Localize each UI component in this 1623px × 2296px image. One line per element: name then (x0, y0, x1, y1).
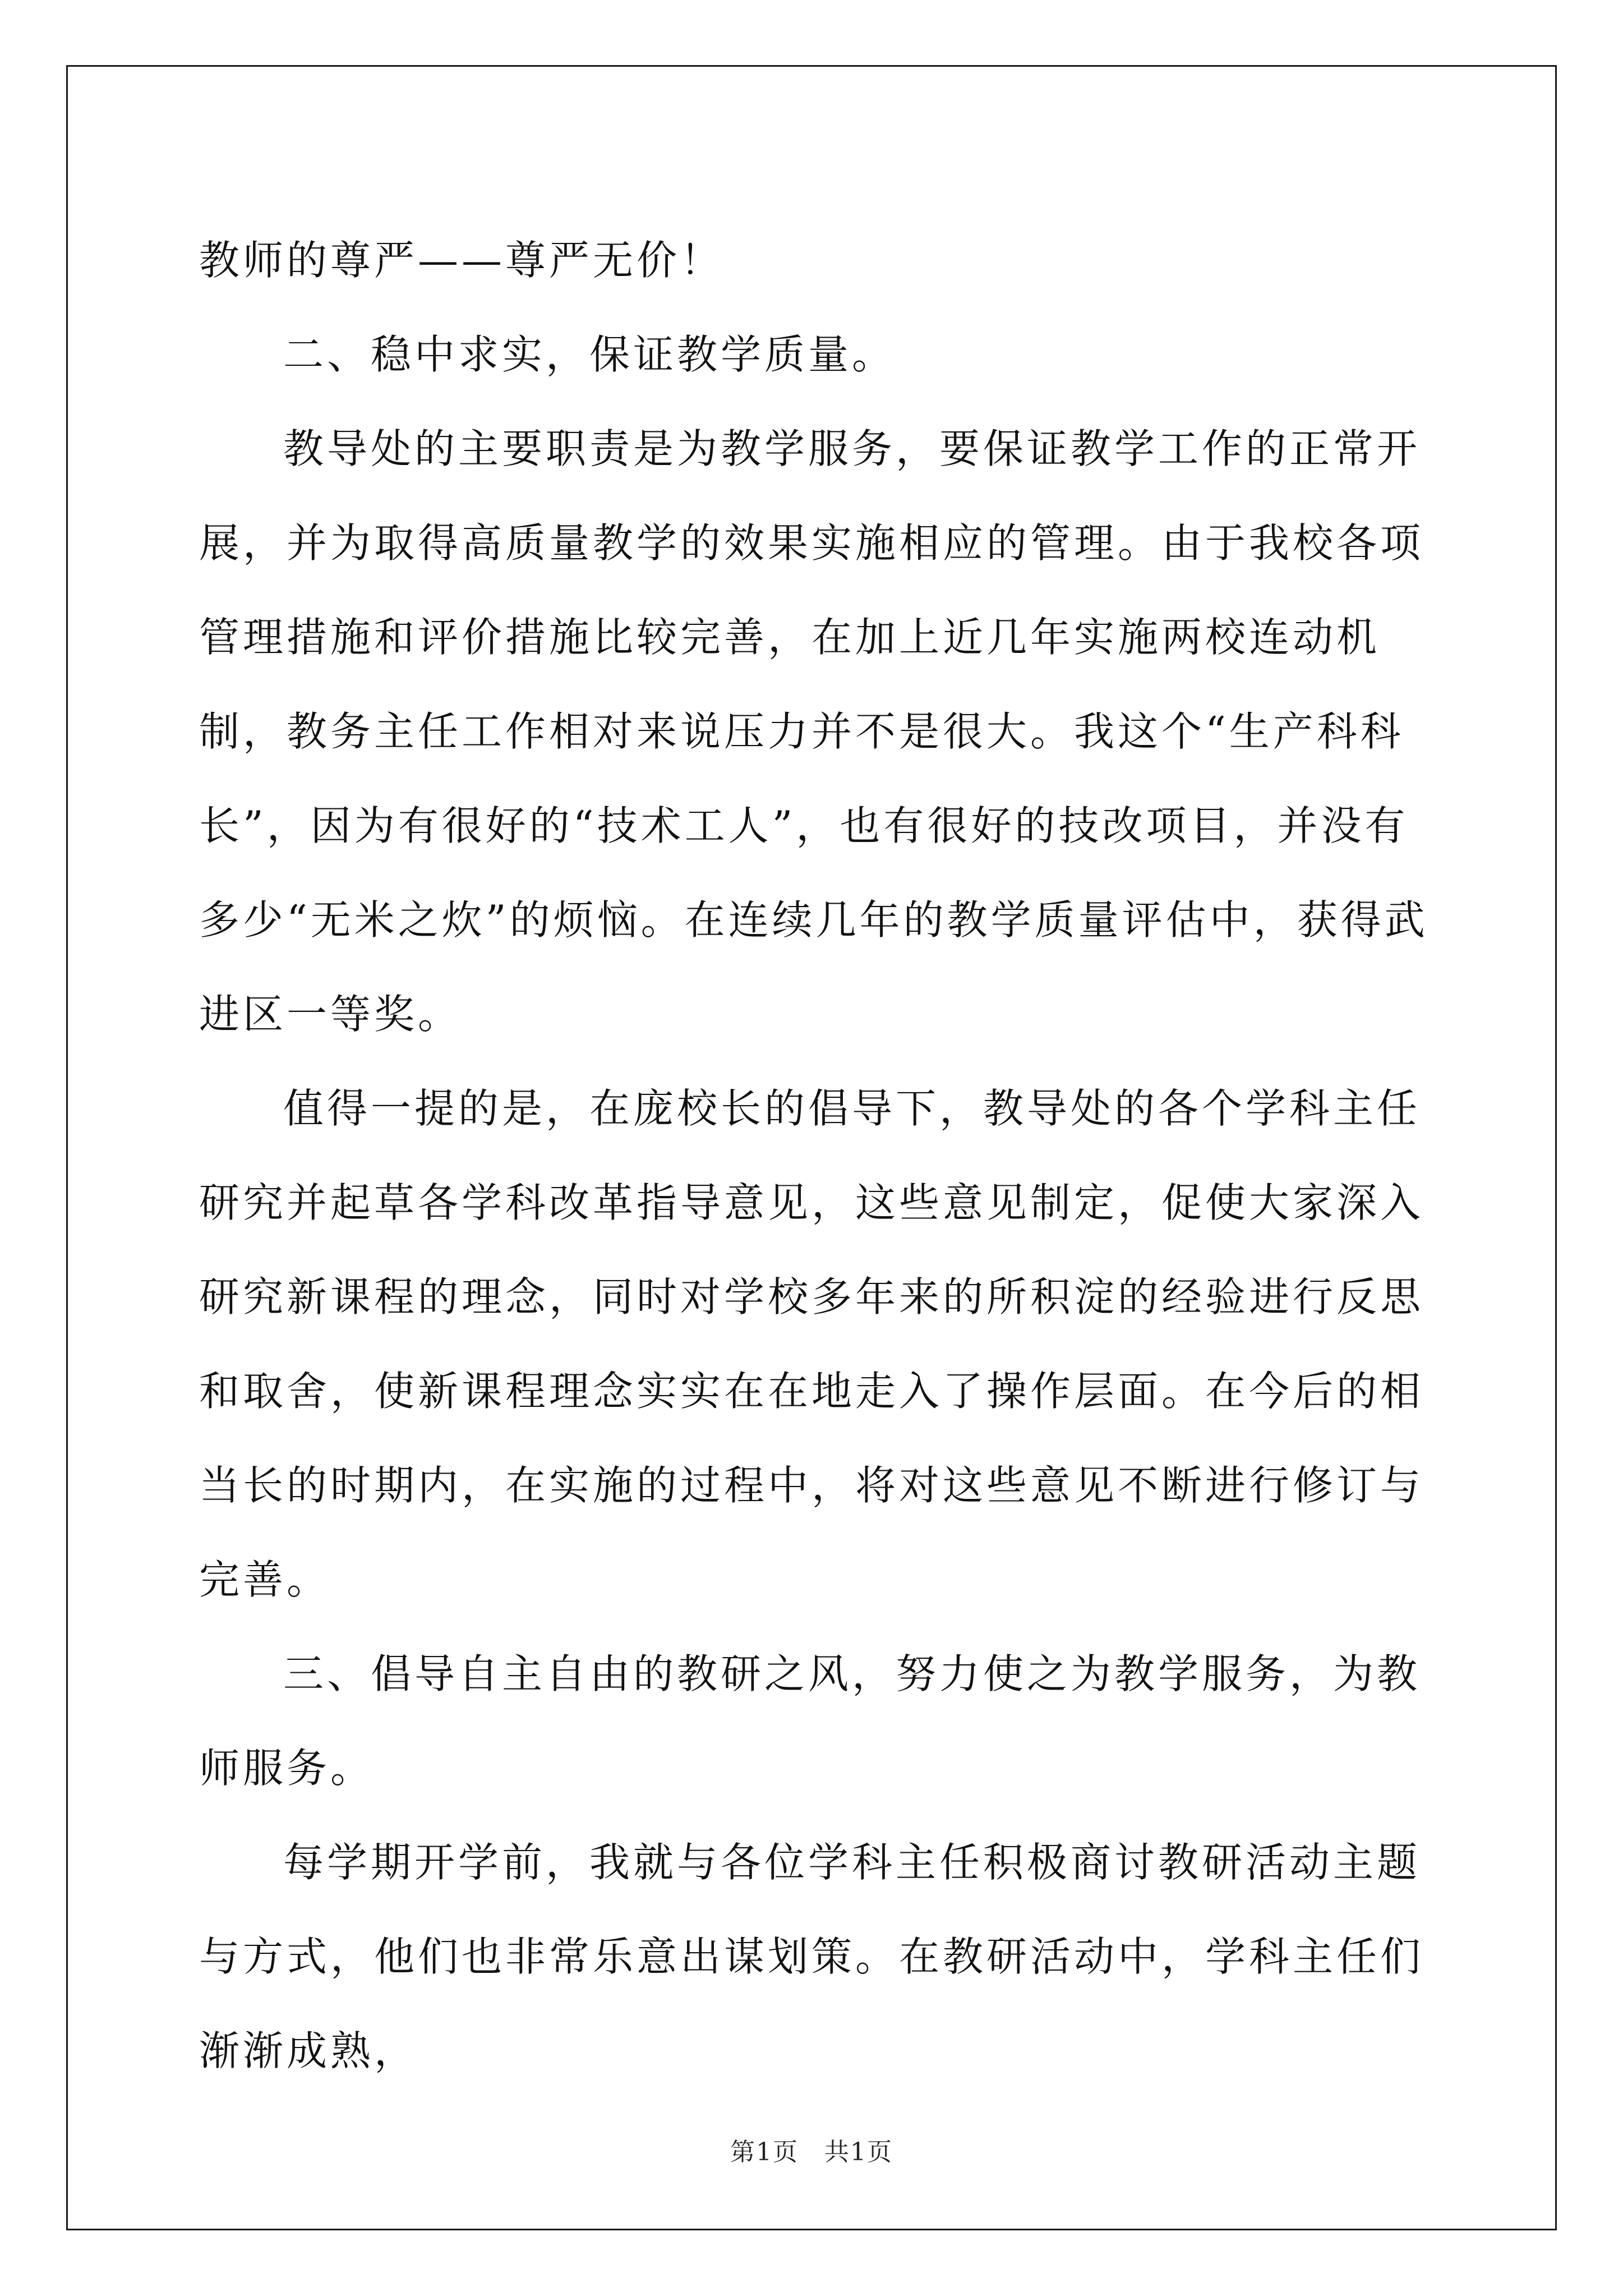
document-body (199, 213, 1433, 2098)
page-footer: 第1页 共1页 (730, 2138, 893, 2166)
paragraph-reform-guidance: 值得一提的是，在庞校长的倡导下，教导处的各个学科主任研究并起草各学科改革指导意见，这些意见制定，促使大家深入研究新课程的理念，同时对学校多年来的所积淀的经验进行反思和取舍，使新课程理念实实在在地走入了操作层面。在今后的相当长的时期内，在实施的过程中，将对这些意见不断进行修订与完善。 (199, 1085, 1424, 1603)
paragraph-teaching-quality: 教导处的主要职责是为教学服务，要保证教学工作的正常开展，并为取得高质量教学的效果实施相应的管理。由于我校各项管理措施和评价措施比较完善，在加上近几年实施两校连动机制，教务主任工作相对来说压力并不是很大。我这个“生产科科长”，因为有很好的“技术工人”，也有很好的技改项目，并没有多少“无米之炊”的烦恼。在连续几年的教学质量评估中，获得武进区一等奖。 (199, 425, 1428, 1038)
section-heading-3: 三、倡导自主自由的教研之风，努力使之为教学服务，为教师服务。 (199, 1650, 1421, 1792)
paragraph-research-activities: 每学期开学前，我就与各位学科主任积极商讨教研活动主题与方式，他们也非常乐意出谋划策。在教研活动中，学科主任们渐渐成熟， (199, 1839, 1424, 2074)
section-heading-2: 二、稳中求实，保证教学质量。 (283, 331, 896, 378)
paragraph-continuation: 教师的尊严——尊严无价！ (199, 237, 725, 284)
